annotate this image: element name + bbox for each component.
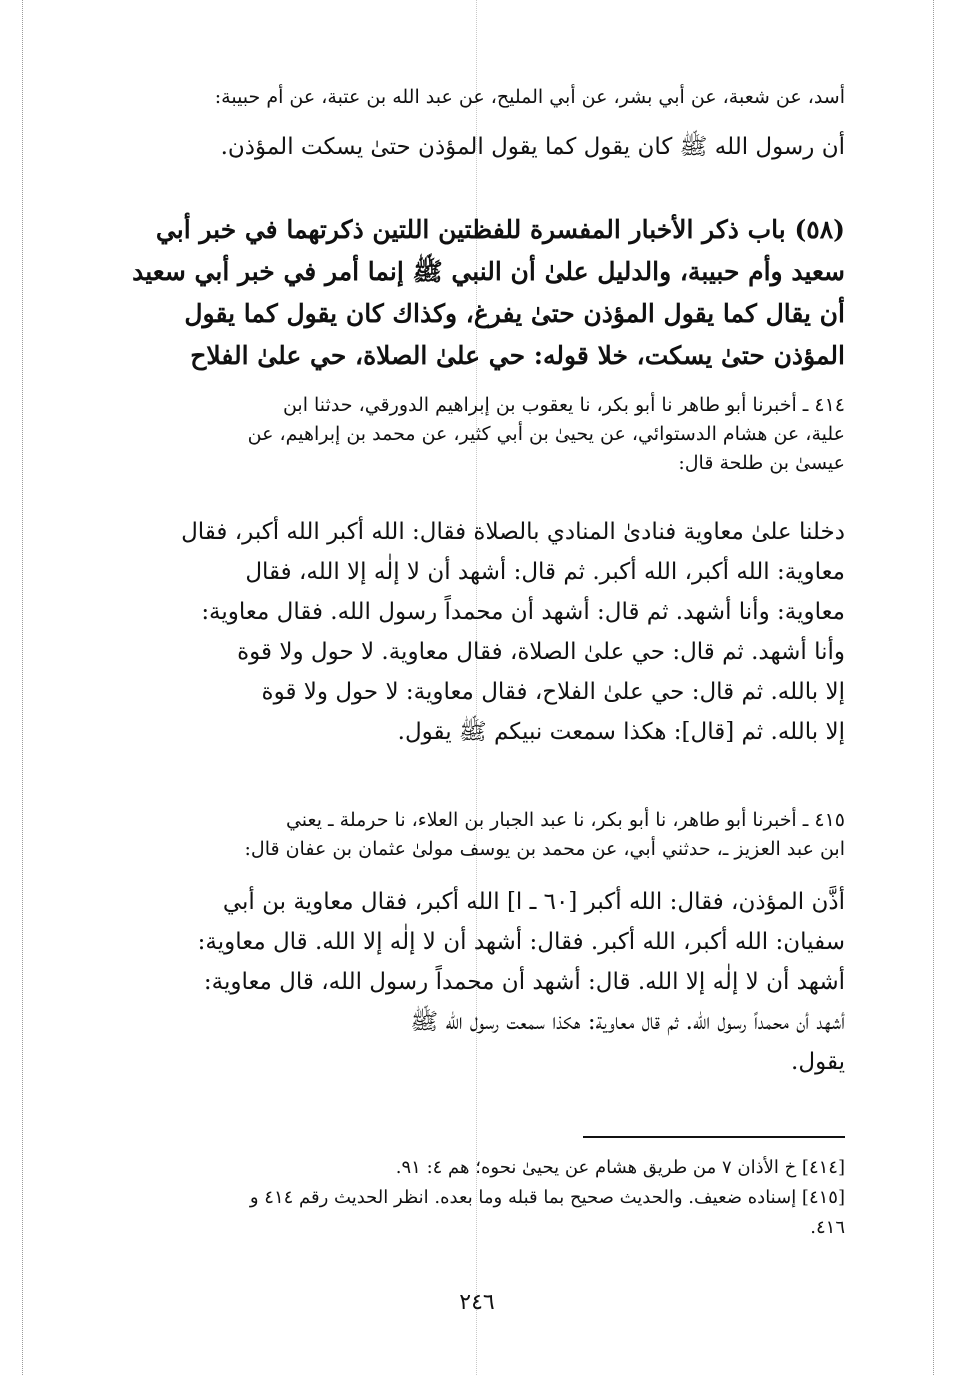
intro-chain bbox=[95, 83, 845, 112]
intro-chain-line: أسد، عن شعبة، عن أبي بشر، عن أبي المليح، عن عبد الله بن عتبة، عن أم حبيبة: bbox=[214, 86, 845, 108]
hadith-415-matn bbox=[95, 882, 845, 1082]
matn-line: إلا بالله. ثم [قال]: هكذا سمعت نبيكم ﷺ يقول. bbox=[397, 719, 845, 745]
matn-line: دخلنا علىٰ معاوية فنادىٰ المنادي بالصلاة فقال: الله أكبر الله أكبر، فقال bbox=[181, 519, 845, 545]
intro-matn bbox=[95, 127, 845, 167]
footnote-divider bbox=[583, 1136, 845, 1138]
isnad-line: ٤١٤ ـ أخبرنا أبو طاهر نا أبو بكر، نا يعقوب بن إبراهيم الدورقي، حدثنا ابن bbox=[282, 394, 845, 416]
matn-line: أذَّن المؤذن، فقال: الله أكبر [٦٠ ـ ا] الله أكبر، فقال معاوية بن أبي bbox=[222, 889, 845, 915]
intro-matn-line: أن رسول الله ﷺ كان يقول كما يقول المؤذن حتىٰ يسكت المؤذن. bbox=[220, 134, 845, 160]
chapter-heading-line: أن يقال كما يقول المؤذن حتىٰ يفرغ، وكذاك كان يقول كما يقول bbox=[184, 299, 845, 328]
matn-line: يقول. bbox=[791, 1049, 845, 1075]
hadith-415-isnad bbox=[95, 806, 845, 864]
footnotes bbox=[95, 1153, 845, 1243]
matn-line: سفيان: الله أكبر، الله أكبر. فقال: أشهد أن لا إلٰه إلا الله. قال معاوية: bbox=[197, 929, 845, 955]
isnad-line: علية، عن هشام الدستوائي، عن يحيىٰ بن أبي كثير، عن محمد بن إبراهيم، عن bbox=[247, 423, 845, 445]
left-margin-guide bbox=[22, 0, 23, 1375]
matn-line: وأنا أشهد. ثم قال: حي علىٰ الصلاة، فقال معاوية. لا حول ولا قوة bbox=[237, 639, 845, 665]
matn-line: أشهد أن لا إلٰه إلا الله. قال: أشهد أن محمداً رسول الله، قال معاوية: bbox=[203, 969, 845, 995]
page-number: ٢٤٦ bbox=[459, 1290, 495, 1315]
matn-line: أشهد أن محمداً رسول الله. ثم قال معاوية: هكذا سمعت رسول الله ﷺ bbox=[410, 1009, 845, 1035]
chapter-heading-line: سعيد وأم حبيبة، والدليل علىٰ أن النبي ﷺ إنما أمر في خبر أبي سعيد bbox=[132, 257, 845, 286]
matn-line: معاوية: الله أكبر، الله أكبر. ثم قال: أشهد أن لا إلٰه إلا الله، فقال bbox=[245, 559, 845, 585]
chapter-heading-line: المؤذن حتىٰ يسكت، خلا قوله: حي علىٰ الصلاة، حي علىٰ الفلاح bbox=[190, 341, 845, 370]
matn-line: إلا بالله. ثم قال: حي علىٰ الفلاح، فقال معاوية: لا حول ولا قوة bbox=[261, 679, 845, 705]
isnad-line: ابن عبد العزيز ـ، حدثني أبي، عن محمد بن يوسف مولىٰ عثمان بن عفان قال: bbox=[244, 838, 845, 860]
hadith-414-matn bbox=[95, 512, 845, 752]
isnad-line: عيسىٰ بن طلحة قال: bbox=[678, 452, 845, 474]
isnad-line: ٤١٥ ـ أخبرنا أبو طاهر، نا أبو بكر، نا عبد الجبار بن العلاء، نا حرملة ـ يعني bbox=[285, 809, 845, 831]
footnote-415-line: ٤١٦. bbox=[810, 1217, 845, 1238]
right-margin-guide bbox=[933, 0, 934, 1375]
footnote-414: [٤١٤] خ الأذان ٧ من طريق هشام عن يحيىٰ نحوه؛ هم ٤: ٩١. bbox=[395, 1157, 845, 1178]
chapter-heading-line: (٥٨) باب ذكر الأخبار المفسرة للفظتين اللتين ذكرتهما في خبر أبي bbox=[155, 215, 845, 244]
matn-line: معاوية: وأنا أشهد. ثم قال: أشهد أن محمداً رسول الله. فقال معاوية: bbox=[201, 599, 845, 625]
footnote-415-line: [٤١٥] إسناده ضعيف. والحديث صحيح بما قبله وما بعده. انظر الحديث رقم ٤١٤ و bbox=[249, 1187, 845, 1208]
hadith-414-isnad bbox=[95, 391, 845, 478]
chapter-heading bbox=[95, 209, 845, 377]
